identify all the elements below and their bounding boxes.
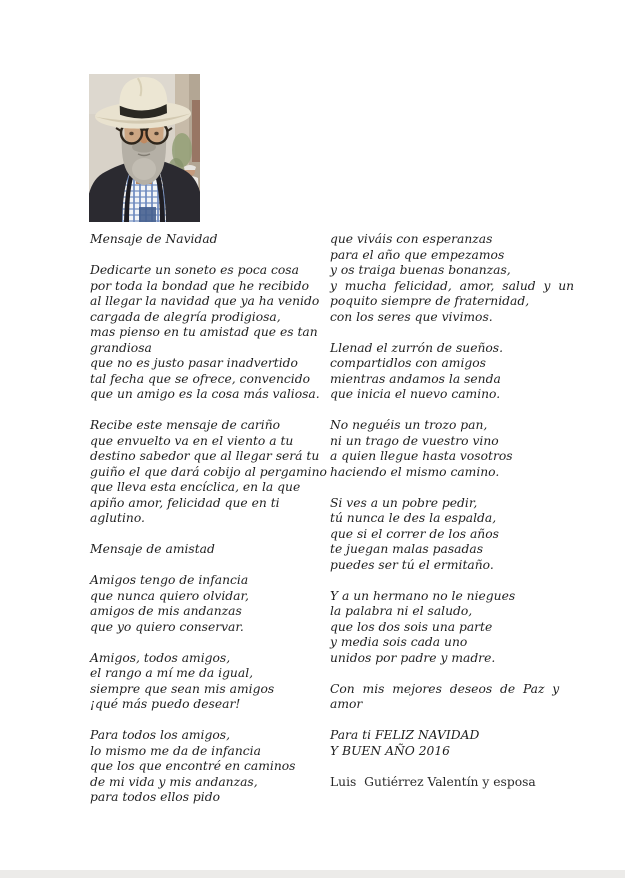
poem-line: de mi vida y mis andanzas,	[90, 774, 258, 789]
poem-line: puedes ser tú el ermitaño.	[330, 557, 494, 572]
poem-line: que nunca quiero olvidar,	[90, 588, 249, 603]
poem-line: que los dos sois una parte	[330, 619, 493, 634]
poem-line: Mensaje de amistad	[90, 542, 215, 556]
poem-line: Amigos tengo de infancia	[90, 573, 249, 587]
poem-stanza	[90, 651, 330, 713]
poem-line: que inicia el nuevo camino.	[330, 387, 501, 401]
poem-stanza	[330, 728, 623, 759]
poem-stanza	[90, 418, 330, 527]
poem-line: mientras andamos la senda	[330, 371, 501, 386]
poem-line: Y a un hermano no le niegues	[330, 588, 516, 603]
poem-line: amigos de mis andanzas	[90, 604, 242, 618]
poem-stanza	[90, 573, 330, 635]
poem-line: apiño amor, felicidad que en ti	[90, 495, 280, 510]
poem-line: mas pienso en tu amistad que es tan	[90, 325, 318, 339]
poem-stanza	[330, 496, 623, 574]
poem-stanza	[330, 418, 623, 480]
poem-line: que viváis con esperanzas	[330, 232, 493, 246]
poem-line: para todos ellos pido	[90, 790, 221, 804]
poem-column-right	[330, 232, 623, 790]
poem-line: Y BUEN AÑO 2016	[330, 743, 450, 758]
poem-line: que no es justo pasar inadvertido	[90, 356, 298, 370]
poem-stanza	[90, 728, 330, 806]
poem-line: ni un trago de vuestro vino	[330, 433, 499, 448]
poem-line: a quien llegue hasta vosotros	[330, 449, 513, 463]
poem-line: que envuelto va en el viento a tu	[90, 433, 294, 448]
poem-line: unidos por padre y madre.	[330, 650, 496, 665]
poem-line: Llenad el zurrón de sueños.	[330, 340, 504, 355]
poem-line: poquito siempre de fraternidad,	[330, 294, 530, 308]
poem-stanzas-left	[90, 232, 330, 806]
poem-stanza	[90, 263, 330, 403]
poem-line: Con mis mejores deseos de Paz y	[330, 681, 560, 696]
poem-line: al llegar la navidad que ya ha venido	[90, 294, 320, 308]
poem-line: para el año que empezamos	[330, 247, 505, 262]
poem-line: tú nunca le des la espalda,	[330, 511, 497, 525]
poem-line: No neguéis un trozo pan,	[330, 418, 488, 432]
poem-line: te juegan malas pasadas	[330, 542, 484, 556]
poem-stanzas-right	[330, 232, 623, 759]
page-edge-shadow	[0, 870, 625, 878]
poem-line: que si el correr de los años	[330, 526, 499, 541]
poem-line: compartidlos con amigos	[330, 356, 486, 370]
poem-line: cargada de alegría prodigiosa,	[90, 309, 281, 324]
poem-line: y os traiga buenas bonanzas,	[330, 263, 511, 277]
poem-line: ¡qué más puedo desear!	[90, 697, 241, 711]
poem-line: por toda la bondad que he recibido	[90, 278, 310, 293]
poem-line: que un amigo es la cosa más valiosa.	[90, 387, 320, 401]
poem-line: haciendo el mismo camino.	[330, 464, 500, 479]
poem-line: tal fecha que se ofrece, convencido	[90, 371, 311, 386]
poem-line: lo mismo me da de infancia	[90, 743, 261, 758]
poem-line: Recibe este mensaje de cariño	[90, 418, 281, 432]
portrait-illustration	[89, 74, 200, 222]
portrait-photo	[89, 74, 200, 222]
poem-line: amor	[330, 697, 363, 711]
poem-line: la palabra ni el saludo,	[330, 604, 473, 618]
poem-line: siempre que sean mis amigos	[90, 681, 275, 696]
poem-stanza	[330, 682, 623, 713]
poem-line: Para todos los amigos,	[90, 728, 230, 742]
poem-line: Amigos, todos amigos,	[90, 650, 231, 665]
poem-stanza	[330, 232, 623, 325]
poem-line: guiño el que dará cobijo al pergamino	[90, 464, 327, 479]
poem-line: aglutino.	[90, 511, 145, 525]
poem-stanza	[330, 589, 623, 667]
signature-line: Luis Gutiérrez Valentín y esposa	[330, 774, 536, 789]
poem-stanza	[330, 341, 623, 403]
poem-line: con los seres que vivimos.	[330, 309, 493, 324]
poem-line: que lleva esta encíclica, en la que	[90, 480, 301, 494]
poem-line: que los que encontré en caminos	[90, 759, 296, 773]
poem-line: grandiosa	[90, 340, 152, 355]
poem-stanza	[90, 232, 330, 248]
poem-column-left	[90, 232, 330, 821]
poem-line: que yo quiero conservar.	[90, 619, 244, 634]
poem-line: Mensaje de Navidad	[90, 232, 218, 246]
poem-line: Para ti FELIZ NAVIDAD	[330, 728, 480, 742]
poem-line: el rango a mí me da igual,	[90, 666, 254, 680]
poem-line: Si ves a un pobre pedir,	[330, 495, 478, 510]
poem-line: y mucha felicidad, amor, salud y un	[330, 278, 575, 293]
poem-stanza	[90, 542, 330, 558]
poem-line: y media sois cada uno	[330, 635, 468, 649]
poem-line: destino sabedor que al llegar será tu	[90, 449, 320, 463]
poem-line: Dedicarte un soneto es poca cosa	[90, 263, 299, 277]
